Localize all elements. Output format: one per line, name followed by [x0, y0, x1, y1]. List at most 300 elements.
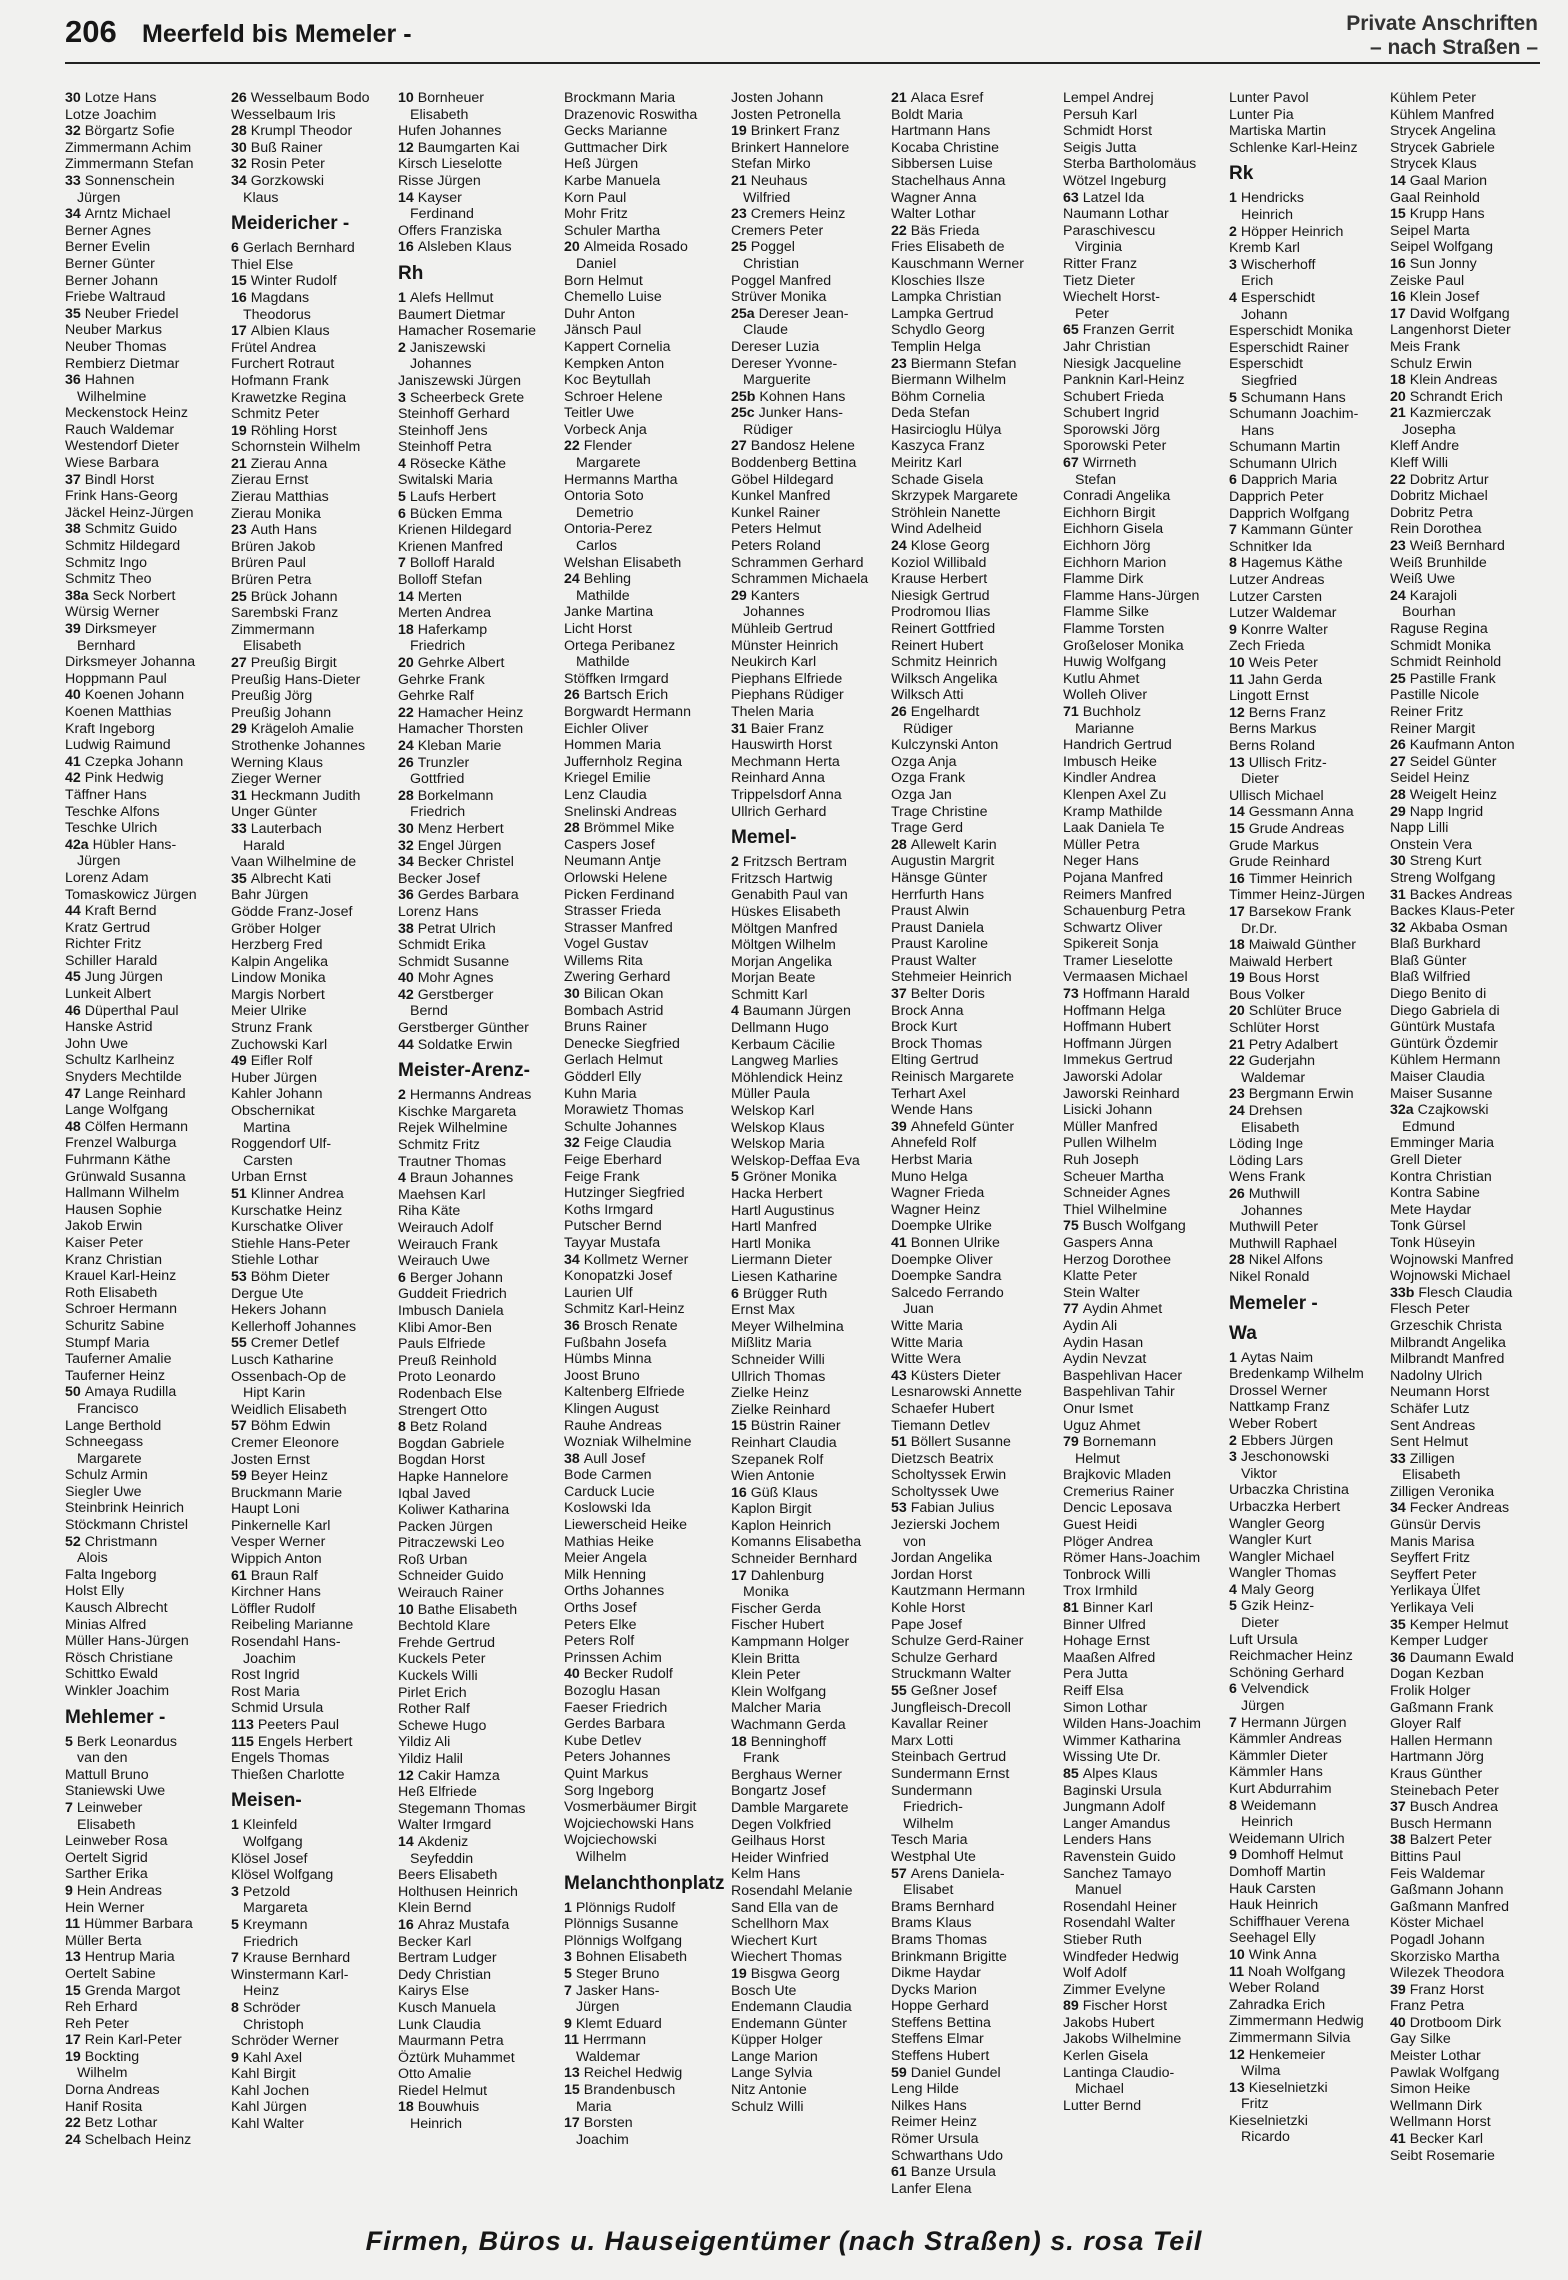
resident-name: Thelen Maria [731, 703, 814, 720]
resident-entry [1390, 1351, 1545, 1368]
resident-name: Strunz Frank [231, 1020, 313, 1037]
resident-entry [564, 1185, 722, 1202]
resident-entry [231, 1053, 389, 1070]
resident-name: Bode Carmen [564, 1467, 652, 1484]
resident-entry [1390, 820, 1545, 837]
resident-name: Lauterbach [250, 820, 322, 837]
resident-entry [564, 1583, 722, 1600]
resident-entry [731, 1236, 889, 1253]
house-number: 16 [1229, 870, 1249, 887]
resident-name: Borkelmann [417, 787, 494, 804]
resident-entry [1063, 953, 1221, 970]
house-number: 8 [1229, 1797, 1241, 1814]
resident-entry [1229, 721, 1387, 738]
resident-name: Fecker Andreas [1409, 1500, 1510, 1517]
resident-name: Vorbeck Anja [564, 421, 647, 438]
resident-entry [564, 787, 722, 804]
resident-name: Borsten [583, 2115, 633, 2132]
resident-entry [65, 1434, 223, 1451]
resident-name: Kerbaum Cäcilie [731, 1036, 836, 1053]
resident-entry [564, 1052, 722, 1069]
resident-name: Hutzinger Siegfried [564, 1185, 685, 1202]
resident-name: Mattull Bruno [65, 1766, 149, 1783]
resident-name: Jakobs Wilhelmine [1063, 2031, 1182, 2048]
resident-name: Welskop-Deffaa Eva [731, 1152, 860, 1169]
resident-entry [65, 1883, 223, 1900]
house-number: 16 [398, 1916, 418, 1933]
resident-entry [1063, 140, 1221, 157]
resident-name: Malcher Maria [731, 1700, 821, 1717]
resident-entry [65, 140, 223, 157]
resident-name: Betz Roland [409, 1419, 488, 1436]
house-number: 20 [1390, 388, 1410, 405]
house-number: 44 [65, 903, 85, 920]
resident-name: Beers Elisabeth [398, 1867, 498, 1884]
resident-name: Lindow Monika [231, 970, 326, 987]
resident-entry [1390, 2114, 1545, 2131]
resident-name: Wojciechowski Hans [564, 1815, 694, 1832]
resident-entry [65, 1052, 223, 1069]
resident-name: Hoffmann Jürgen [1063, 1035, 1172, 1052]
resident-entry [1229, 1416, 1387, 1433]
resident-name: Seehagel Elly [1229, 1930, 1316, 1947]
resident-name: Lunk Claudia [398, 2016, 481, 2033]
resident-name: Frütel Andrea [231, 339, 317, 356]
resident-name: Westendorf Dieter [65, 438, 180, 455]
resident-name: Klibi Amor-Ben [398, 1319, 492, 1336]
resident-name: Skrzypek Margarete [891, 488, 1018, 505]
resident-entry [398, 672, 556, 689]
resident-entry [398, 1436, 556, 1453]
house-number: 23 [731, 206, 751, 223]
resident-entry [731, 1916, 889, 1933]
resident-name: Benninghoff [750, 1733, 827, 1750]
house-number: 6 [1229, 1681, 1241, 1698]
resident-name: Gerdes Barbara [564, 1716, 665, 1733]
resident-name: Liermann Dieter [731, 1252, 832, 1269]
resident-entry [65, 256, 223, 273]
resident-name: Nadolny Ulrich [1390, 1367, 1483, 1384]
resident-entry [731, 871, 889, 888]
house-number: 15 [65, 1982, 85, 1999]
entry-continuation: Wilma [1241, 2063, 1281, 2080]
resident-entry [1063, 571, 1221, 588]
house-number: 27 [231, 655, 251, 671]
resident-entry [65, 1036, 223, 1053]
resident-entry [731, 1551, 889, 1568]
resident-name: Schmitz Hildegard [65, 538, 181, 555]
resident-name: Stöckmann Christel [65, 1517, 189, 1534]
entry-continuation: Marianne [1075, 720, 1135, 737]
resident-name: Pink Hedwig [84, 770, 164, 787]
house-number: 32 [564, 1135, 584, 1152]
resident-name: Kutlu Ahmet [1063, 670, 1140, 687]
resident-name: Gaal Reinhold [1390, 189, 1480, 206]
resident-name: Seibt Rosemarie [1390, 2147, 1495, 2164]
resident-name: Sterba Bartholomäus [1063, 156, 1197, 173]
house-number: 28 [231, 123, 251, 140]
resident-name: Schellhorn Max [731, 1916, 829, 1933]
resident-name: Herzberg Fred [231, 937, 323, 954]
resident-name: Rother Ralf [398, 1701, 470, 1718]
resident-entry [65, 920, 223, 937]
resident-name: Berner Evelin [65, 239, 151, 256]
resident-name: Boddenberg Bettina [731, 455, 857, 472]
resident-entry [731, 937, 889, 954]
house-number: 32 [398, 837, 418, 854]
resident-name: Buß Rainer [250, 139, 323, 156]
resident-name: Peters Johannes [564, 1749, 671, 1766]
resident-entry [1229, 1997, 1387, 2014]
resident-entry [731, 1219, 889, 1236]
resident-entry [891, 2098, 1049, 2115]
resident-entry [398, 1950, 556, 1967]
resident-entry [564, 1600, 722, 1617]
resident-entry [65, 1185, 223, 1202]
resident-entry [1063, 1583, 1221, 1600]
resident-name: Persuh Karl [1063, 106, 1138, 123]
house-number: 18 [398, 621, 418, 638]
resident-entry [231, 2099, 389, 2116]
resident-entry [231, 1518, 389, 1535]
resident-entry [731, 1435, 889, 1452]
house-number: 49 [231, 1053, 251, 1070]
resident-name: Krienen Hildegard [398, 522, 512, 539]
resident-name: Klose Georg [910, 538, 990, 555]
resident-name: Zimmermann Achim [65, 139, 192, 156]
house-number: 57 [891, 1865, 911, 1882]
resident-name: Strengert Otto [398, 1402, 488, 1419]
resident-name: Welskop Karl [731, 1103, 815, 1120]
resident-name: Lange Reinhard [84, 1085, 186, 1102]
resident-entry [1229, 1980, 1387, 1997]
resident-entry [398, 1220, 556, 1237]
resident-name: Cremers Peter [731, 222, 824, 239]
resident-name: Gaal Marion [1409, 172, 1488, 189]
directory-column [398, 90, 556, 2133]
resident-entry [65, 671, 223, 688]
resident-name: Schlenke Karl-Heinz [1229, 139, 1358, 156]
resident-entry [1390, 1633, 1545, 1650]
resident-name: Kühlem Hermann [1390, 1052, 1501, 1069]
resident-name: Schneider Bernhard [731, 1551, 858, 1568]
resident-name: Orths Johannes [564, 1583, 665, 1600]
resident-entry [1390, 1368, 1545, 1385]
resident-name: Hanif Rosita [65, 2098, 143, 2115]
resident-entry [1063, 1285, 1221, 1302]
resident-name: Hein Werner [65, 1899, 145, 1916]
resident-entry [1063, 604, 1221, 621]
directory-column [231, 90, 389, 2133]
resident-name: Holst Elly [65, 1583, 125, 1600]
resident-entry [1063, 1318, 1221, 1335]
resident-entry [1390, 1816, 1545, 1833]
resident-entry [731, 472, 889, 489]
resident-name: Scholtyssek Erwin [891, 1467, 1007, 1484]
resident-entry [731, 1103, 889, 1120]
resident-name: Hentrup Maria [84, 1949, 175, 1966]
entry-continuation: Alois [77, 1550, 108, 1567]
resident-entry [1229, 390, 1387, 407]
resident-entry [891, 1666, 1049, 1683]
street-heading: Memel- [731, 827, 797, 849]
resident-entry [398, 572, 556, 589]
resident-name: Heß Elfriede [398, 1784, 477, 1801]
resident-name: Kleff Andre [1390, 438, 1460, 455]
resident-entry [1063, 1086, 1221, 1103]
resident-entry [564, 1633, 722, 1650]
resident-name: Jaworski Adolar [1063, 1069, 1163, 1086]
resident-name: Plöger Andrea [1063, 1533, 1153, 1550]
house-number: 10 [1229, 1946, 1249, 1963]
house-number: 12 [398, 1767, 418, 1784]
entry-continuation: Helmut [1075, 1450, 1120, 1467]
resident-name: Janke Martina [564, 604, 654, 621]
resident-entry [231, 1136, 389, 1153]
resident-name: Hamacher Rosemarie [398, 323, 536, 340]
resident-name: Engels Herbert [257, 1733, 353, 1750]
resident-entry [1390, 804, 1545, 821]
entry-continuation: Heinrich [1241, 206, 1294, 223]
resident-name: Kahl Walter [231, 2116, 304, 2133]
resident-name: Nilkes Hans [891, 2097, 967, 2114]
resident-entry [891, 704, 1049, 721]
resident-name: Czepka Johann [84, 753, 184, 770]
resident-name: Büstrin Rainer [750, 1418, 841, 1435]
resident-entry [398, 1585, 556, 1602]
resident-entry [731, 2099, 889, 2116]
resident-name: Witte Wera [891, 1351, 961, 1368]
resident-name: Kreymann [242, 1916, 308, 1933]
resident-name: Jungmann Adolf [1063, 1799, 1165, 1816]
header-rule [65, 62, 1540, 64]
resident-entry [731, 1352, 889, 1369]
resident-name: Kalpin Angelika [231, 953, 329, 970]
resident-entry [564, 190, 722, 207]
resident-entry [65, 1318, 223, 1335]
resident-entry [731, 107, 889, 124]
resident-entry [891, 190, 1049, 207]
resident-name: Rosendahl Hans- [231, 1634, 341, 1651]
resident-entry [1390, 986, 1545, 1003]
resident-name: Dergue Ute [231, 1285, 304, 1302]
resident-entry [1063, 156, 1221, 173]
resident-entry [731, 90, 889, 107]
resident-entry [891, 1368, 1049, 1385]
resident-entry [231, 1086, 389, 1103]
resident-entry [564, 405, 722, 422]
resident-entry [891, 1003, 1049, 1020]
resident-entry [1390, 1451, 1545, 1468]
resident-name: Bathe Elisabeth [417, 1601, 518, 1618]
resident-entry [564, 306, 722, 323]
entry-continuation: Joachim [576, 2131, 629, 2148]
resident-name: Bergmann Erwin [1248, 1086, 1354, 1103]
resident-entry [1229, 356, 1387, 373]
resident-entry [891, 2065, 1049, 2082]
resident-entry [1390, 1500, 1545, 1517]
house-number: 25 [231, 588, 251, 605]
resident-entry [231, 1867, 389, 1884]
resident-name: Leinweber [76, 1799, 143, 1816]
resident-name: Yerlikaya Veli [1390, 1600, 1474, 1617]
house-number: 1 [398, 289, 410, 306]
house-number: 35 [65, 305, 85, 322]
resident-name: Dobritz Petra [1390, 504, 1473, 521]
resident-name: Weber Roland [1229, 1980, 1320, 1997]
resident-entry [564, 322, 722, 339]
resident-name: Ullisch Michael [1229, 787, 1324, 804]
resident-entry [398, 921, 556, 938]
house-number: 2 [398, 339, 410, 356]
house-number: 33b [1390, 1284, 1419, 1301]
resident-name: Urbaczka Herbert [1229, 1498, 1341, 1515]
resident-entry [1063, 555, 1221, 572]
resident-name: Laufs Herbert [409, 489, 496, 506]
resident-name: Wojnowski Manfred [1390, 1251, 1514, 1268]
resident-name: Rösch Christiane [65, 1649, 174, 1666]
resident-name: Lenders Hans [1063, 1832, 1152, 1849]
resident-name: Offers Franziska [398, 222, 502, 239]
resident-entry [65, 754, 223, 771]
resident-name: Backes Andreas [1409, 886, 1513, 903]
resident-name: Hermann Jürgen [1240, 1714, 1347, 1731]
house-number: 29 [231, 721, 251, 738]
resident-entry [1390, 671, 1545, 688]
resident-entry [1063, 1152, 1221, 1169]
resident-name: Herrfurth Hans [891, 886, 985, 903]
resident-name: Jeschonowski [1240, 1449, 1330, 1466]
house-number: 50 [65, 1384, 85, 1401]
house-number: 23 [1229, 1086, 1249, 1103]
resident-entry [891, 1683, 1049, 1700]
resident-name: Picken Ferdinand [564, 886, 675, 903]
resident-name: Flamme Silke [1063, 604, 1149, 621]
resident-entry [731, 887, 889, 904]
resident-name: Kischke Margareta [398, 1103, 517, 1120]
resident-name: Seipel Wolfgang [1390, 239, 1494, 256]
entry-continuation: Christoph [243, 2016, 304, 2033]
resident-name: Kohnen Hans [759, 388, 846, 405]
resident-name: Wangler Georg [1229, 1515, 1325, 1532]
resident-entry [731, 555, 889, 572]
resident-entry [1063, 273, 1221, 290]
resident-entry [65, 273, 223, 290]
resident-name: Rein Dorothea [1390, 521, 1482, 538]
house-number: 28 [1390, 786, 1410, 803]
resident-name: Auth Hans [250, 522, 317, 539]
resident-entry [398, 1020, 556, 1037]
resident-name: Rejek Wilhelmine [398, 1120, 508, 1137]
street-heading: Rh [398, 262, 424, 284]
resident-entry [231, 904, 389, 921]
resident-entry [1390, 2098, 1545, 2115]
resident-name: Koths Irmgard [564, 1201, 654, 1218]
house-number: 22 [564, 438, 584, 455]
resident-name: Böhm Cornelia [891, 388, 985, 405]
resident-name: Rösecke Käthe [409, 455, 507, 472]
resident-entry [65, 422, 223, 439]
resident-name: Schmidt Susanne [398, 953, 510, 970]
resident-name: Stumpf Maria [65, 1334, 150, 1351]
resident-entry [398, 472, 556, 489]
resident-entry [398, 1983, 556, 2000]
resident-entry [231, 373, 389, 390]
resident-entry [564, 1749, 722, 1766]
resident-entry [231, 672, 389, 689]
resident-name: Langer Amandus [1063, 1815, 1171, 1832]
resident-name: Urban Ernst [231, 1169, 307, 1186]
resident-entry [65, 1019, 223, 1036]
resident-entry [65, 1833, 223, 1850]
resident-name: Daumann Ewald [1409, 1649, 1514, 1666]
resident-entry [564, 422, 722, 439]
resident-name: Römer Ursula [891, 2131, 979, 2148]
resident-name: Kieselnietzki [1248, 2079, 1328, 2096]
house-number: 28 [398, 787, 418, 804]
resident-name: Trage Christine [891, 803, 988, 820]
resident-entry [1229, 1053, 1387, 1070]
resident-name: Wien Antonie [731, 1468, 815, 1485]
resident-entry [231, 1435, 389, 1452]
resident-name: Tayyar Mustafa [564, 1234, 661, 1251]
resident-name: Schmitz Fritz [398, 1137, 480, 1154]
resident-name: Wilksch Angelika [891, 670, 998, 687]
resident-name: Kahler Johann [231, 1086, 323, 1103]
resident-name: Lange Berthold [65, 1417, 162, 1434]
resident-name: Reinisch Margarete [891, 1069, 1015, 1086]
resident-entry [1390, 1069, 1545, 1086]
resident-name: Mühleib Gertrud [731, 621, 833, 637]
resident-name: Allewelt Karin [910, 836, 997, 853]
resident-entry [398, 1120, 556, 1137]
resident-name: Schmitz Guido [84, 521, 177, 538]
resident-entry [1063, 787, 1221, 804]
house-number: 61 [891, 2164, 911, 2181]
resident-entry [891, 1069, 1049, 1086]
resident-name: Eifler Rolf [250, 1053, 313, 1070]
resident-entry [65, 339, 223, 356]
resident-name: Morawietz Thomas [564, 1102, 684, 1119]
resident-entry [891, 1102, 1049, 1119]
house-number: 30 [1390, 853, 1410, 870]
resident-entry [1390, 455, 1545, 472]
resident-entry [1229, 2047, 1387, 2064]
resident-entry [398, 1834, 556, 1851]
house-number: 32 [1390, 919, 1410, 936]
street-heading: Wa [1229, 1322, 1257, 1344]
resident-name: Niesigk Gertrud [891, 587, 990, 604]
resident-name: Brams Thomas [891, 1931, 987, 1948]
house-number: 23 [1390, 538, 1410, 555]
resident-entry [1390, 1849, 1545, 1866]
resident-entry [398, 423, 556, 440]
resident-entry [731, 1933, 889, 1950]
resident-entry [1063, 870, 1221, 887]
resident-name: Steffens Bettina [891, 2014, 991, 2031]
resident-name: Nikel Ronald [1229, 1268, 1310, 1285]
entry-continuation: Harald [243, 837, 285, 854]
resident-entry [231, 439, 389, 456]
resident-name: Neumann Antje [564, 853, 662, 870]
resident-name: Reinert Gottfried [891, 621, 996, 637]
resident-entry [891, 1185, 1049, 1202]
resident-entry [398, 854, 556, 871]
resident-name: Siegler Uwe [65, 1483, 142, 1500]
resident-name: Weirauch Frank [398, 1236, 498, 1253]
resident-entry [65, 704, 223, 721]
resident-name: Stehmeier Heinrich [891, 969, 1012, 986]
